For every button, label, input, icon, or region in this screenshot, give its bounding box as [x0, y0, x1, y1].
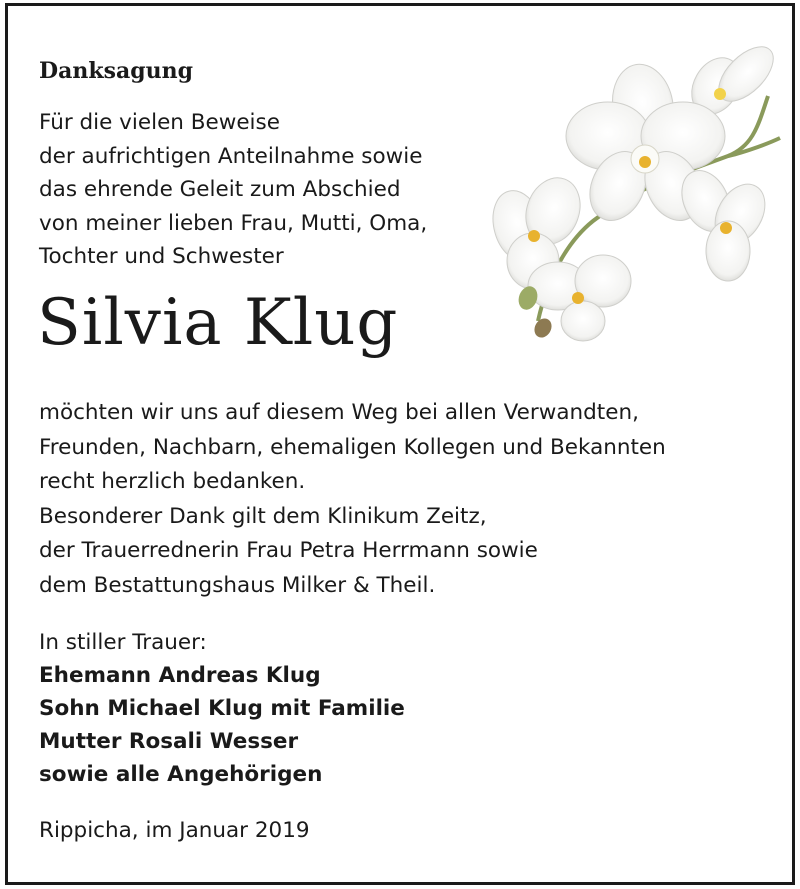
intro-line: das ehrende Geleit zum Abschied	[39, 177, 401, 202]
thanks-line: dem Bestattungshaus Milker & Theil.	[39, 572, 436, 598]
intro-line: Für die vielen Beweise	[39, 110, 280, 135]
orchid-bloom-right	[673, 163, 776, 281]
mourning-label: In stiller Trauer:	[39, 630, 207, 655]
mourners-block	[39, 626, 405, 791]
thanks-line: der Trauerrednerin Frau Petra Herrmann sowie	[39, 538, 538, 563]
intro-line: Tochter und Schwester	[39, 244, 284, 269]
notice-heading: Danksagung	[39, 58, 193, 84]
thanks-line: recht herzlich bedanken.	[39, 469, 306, 494]
mourner-name: Sohn Michael Klug mit Familie	[39, 696, 405, 721]
white-orchid-icon	[488, 36, 788, 346]
mourner-name: Mutter Rosali Wesser	[39, 729, 299, 754]
mourner-name: Ehemann Andreas Klug	[39, 663, 321, 688]
thanks-text	[39, 396, 666, 603]
notice-frame	[5, 3, 795, 885]
thanks-line: Freunden, Nachbarn, ehemaligen Kollegen und Bekannten	[39, 434, 666, 460]
deceased-name: Silvia Klug	[37, 286, 399, 360]
mourner-name: sowie alle Angehörigen	[39, 762, 323, 787]
thanks-line: Besonderer Dank gilt dem Klinikum Zeitz,	[39, 503, 487, 529]
thanks-line: möchten wir uns auf diesem Weg bei allen Verwandten,	[39, 400, 639, 425]
intro-text	[39, 106, 427, 274]
intro-line: der aufrichtigen Anteilnahme sowie	[39, 143, 423, 169]
intro-line: von meiner lieben Frau, Mutti, Oma,	[39, 210, 428, 236]
place-date: Rippicha, im Januar 2019	[39, 818, 310, 843]
